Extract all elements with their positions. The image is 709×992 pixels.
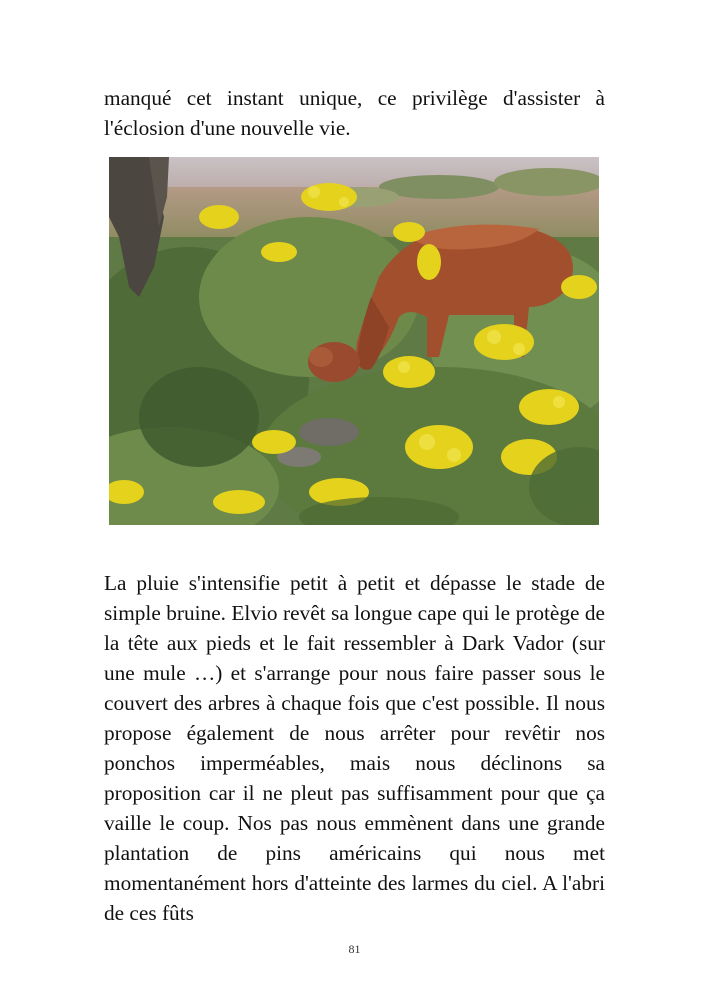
page-number: 81	[348, 942, 361, 956]
paragraph-bottom: La pluie s'intensifie petit à petit et dépasse le stade de simple bruine. Elvio revêt sa longue cape qui le protège de la tête aux pieds et le fait ressembler à Dark Vador (sur une mule …) et s'arrange pour nous faire passer sous le couvert des arbres à chaque fois que c'est possible. Il nous propose également de nous arrêter pour revêtir nos ponchos imperméables, mais nous déclinons sa proposition car il ne pleut pas suffisamment pour que ça vaille le coup. Nos pas nous emmènent dans une grande plantation de pins américains qui nous met momentanément hors d'atteinte des larmes du ciel. A l'abri de ces fûts	[104, 571, 605, 925]
cow-and-calf-photo	[109, 157, 599, 525]
paragraph-top: manqué cet instant unique, ce privilège d'assister à l'éclosion d'une nouvelle vie.	[104, 86, 605, 140]
